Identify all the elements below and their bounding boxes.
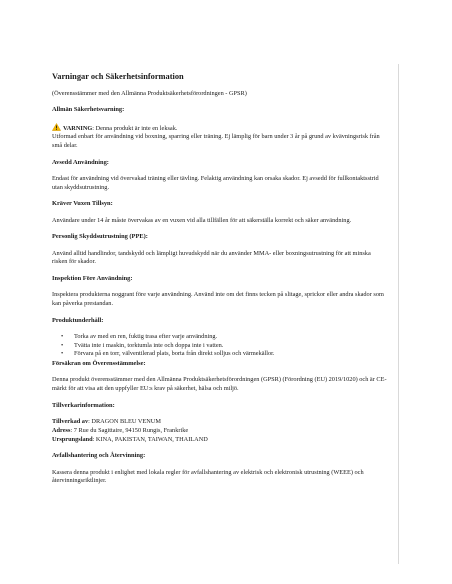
made-by-line [52, 418, 387, 427]
general-warning-body: Utformad enbart för användning vid boxning, sparring eller träning. Ej lämplig för barn under 3 år på grund av kvävningsrisk från små delar. [52, 133, 380, 149]
origin-line [52, 436, 387, 445]
adult-supervision-heading: Kräver Vuxen Tillsyn: [52, 200, 113, 208]
address-line [52, 427, 387, 436]
bullet-icon: • [61, 341, 64, 349]
made-by-value: : DRAGON BLEU VENUM [88, 418, 161, 426]
warning-label: VARNING [63, 124, 93, 132]
adult-supervision-body: Användare under 14 år måste övervakas av en vuxen vid alla tillfällen för att säkerställa korrekt och säker användning. [52, 216, 352, 224]
maintenance-item-text: Torka av med en ren, fuktig trasa efter varje användning. [74, 333, 218, 341]
document-subtitle: (Överensstämmer med den Allmänna Produktsäkerhetsförordningen - GPSR) [52, 90, 247, 98]
page-edge-divider [398, 64, 399, 564]
maintenance-item-text: Förvara på en torr, välventilerad plats, borta från direkt solljus och värmekällor. [74, 350, 275, 358]
document-content [52, 72, 387, 486]
origin-value: : KINA, PAKISTAN, TAIWAN, THAILAND [92, 435, 208, 443]
disposal-body: Kassera denna produkt i enlighet med lokala regler för avfallshantering av elektrisk och elektronisk utrustning (WEEE) och återvinningsriktlinjer. [52, 468, 364, 485]
address-value: : 7 Rue du Sagittaire, 94150 Rungis, Frankrike [70, 426, 189, 434]
manufacturer-heading: Tillverkarinformation: [52, 401, 115, 409]
list-item [52, 342, 387, 351]
inspection-body: Inspektera produkterna noggrant före varje användning. Använd inte om det finns tecken på slitage, sprickor eller andra skador som kan påverka prestandan. [52, 291, 384, 308]
general-warning-heading: Allmän Säkerhetsvarning: [52, 106, 125, 114]
origin-label: Ursprungsland [52, 435, 93, 443]
warning-lead-text: : Denna produkt är inte en leksak. [92, 124, 178, 132]
bullet-icon: • [61, 333, 64, 341]
manufacturer-info [52, 418, 387, 444]
list-item [52, 350, 387, 359]
warning-lead-line [52, 123, 387, 134]
bullet-icon: • [61, 350, 64, 358]
address-label: Adress [52, 426, 71, 434]
maintenance-item-text: Tvätta inte i maskin, torktumla inte och doppa inte i vatten. [74, 341, 224, 349]
intended-use-body: Endast för användning vid övervakad träning eller tävling. Felaktig användning kan orsaka skador. Ej avsedd för fullkontaktsstrid utan skyddsutrustning. [52, 174, 379, 191]
disposal-heading: Avfallshantering och Återvinning: [52, 452, 146, 460]
maintenance-heading: Produktunderhåll: [52, 316, 104, 324]
inspection-heading: Inspektion Före Användning: [52, 275, 133, 283]
list-item [52, 333, 387, 342]
compliance-body: Denna produkt överensstämmer med den Allmänna Produktsäkerhetsförordningen (GPSR) (Förordning (EU) 2019/1020) och är CE-märkt för att visa att den uppfyller EU:s krav på säkerhet, hälsa och miljö. [52, 376, 387, 393]
ppe-body: Använd alltid handlindor, tandskydd och lämpligt huvudskydd när du använder MMA- eller boxningsutrustning för att minska risken för skador. [52, 249, 371, 266]
maintenance-list [52, 333, 387, 359]
compliance-heading: Försäkran om Överensstämmelse: [52, 360, 146, 368]
ppe-heading: Personlig Skyddsutrustning (PPE): [52, 233, 148, 241]
intended-use-heading: Avsedd Användning: [52, 158, 109, 166]
document-title: Varningar och Säkerhetsinformation [52, 72, 184, 81]
warning-icon [52, 123, 61, 131]
made-by-label: Tillverkad av [52, 418, 89, 426]
